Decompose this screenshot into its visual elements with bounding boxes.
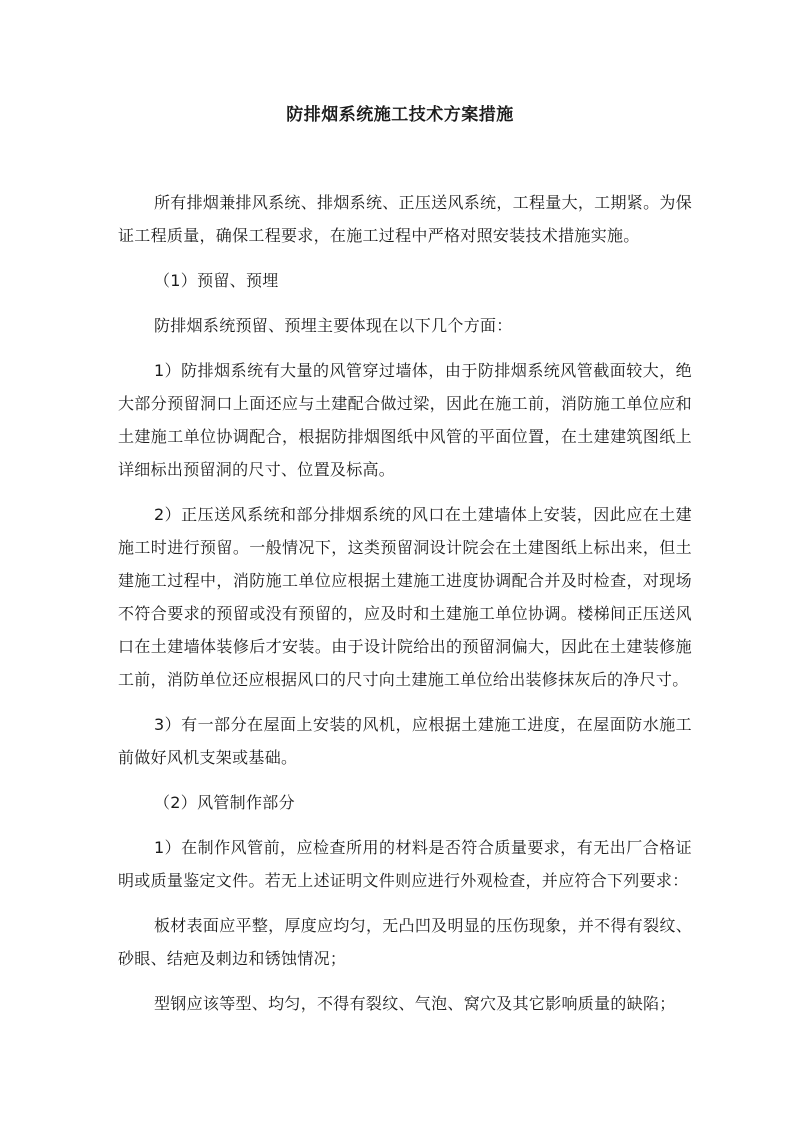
paragraph-reserve-intro: 防排烟系统预留、预埋主要体现在以下几个方面： — [154, 316, 513, 335]
paragraph-item-1: 1）防排烟系统有大量的风管穿过墙体，由于防排烟系统风管截面较大，绝大部分预留洞口上面还应与土建配合做过梁，因此在施工前，消防施工单位应和土建施工单位协调配合，根据防排烟图纸中风管的平面位置，在土建建筑图纸上详细标出预留洞的尺寸、位置及标高。 — [118, 361, 692, 479]
paragraph-intro: 所有排烟兼排风系统、排烟系统、正压送风系统，工程量大，工期紧。为保证工程质量，确保工程要求，在施工过程中严格对照安装技术措施实施。 — [118, 193, 692, 245]
section-heading-2: （2）风管制作部分 — [154, 793, 295, 812]
document-title: 防排烟系统施工技术方案措施 — [286, 105, 514, 125]
paragraph-duct-item-1: 1）在制作风管前，应检查所用的材料是否符合质量要求，有无出厂合格证明或质量鉴定文件。若无上述证明文件则应进行外观检查，并应符合下列要求： — [118, 838, 692, 890]
paragraph-item-2: 2）正压送风系统和部分排烟系统的风口在土建墙体上安装，因此应在土建施工时进行预留。一般情况下，这类预留洞设计院会在土建图纸上标出来，但土建施工过程中，消防施工单位应根据土建施工进度协调配合并及时检查，对现场不符合要求的预留或没有预留的，应及时和土建施工单位协调。楼梯间正压送风口在土建墙体装修后才安装。由于设计院给出的预留洞偏大，因此在土建装修施工前，消防单位还应根据风口的尺寸向土建施工单位给出装修抹灰后的净尺寸。 — [118, 505, 692, 689]
document-body — [118, 186, 692, 1020]
section-heading-1: （1）预留、预埋 — [154, 271, 279, 290]
paragraph-steel-requirement: 型钢应该等型、均匀，不得有裂纹、气泡、窝穴及其它影响质量的缺陷； — [154, 994, 676, 1013]
paragraph-sheet-requirement: 板材表面应平整，厚度应均匀，无凸凹及明显的压伤现象，并不得有裂纹、砂眼、结疤及刺边和锈蚀情况； — [118, 916, 692, 968]
paragraph-item-3: 3）有一部分在屋面上安装的风机，应根据土建施工进度，在屋面防水施工前做好风机支架或基础。 — [118, 715, 692, 767]
